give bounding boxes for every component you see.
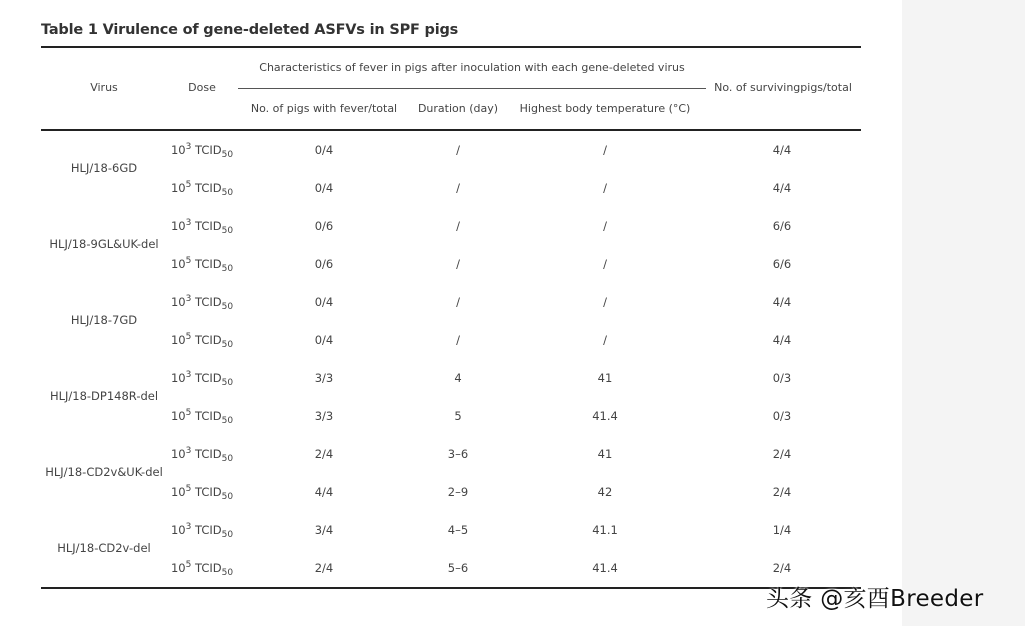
- dose-unit: TCID: [194, 447, 222, 461]
- cell-highest-temp: /: [603, 219, 607, 233]
- dose-unit-subscript: 50: [221, 340, 234, 350]
- cell-dose: [170, 446, 234, 464]
- dose-unit: TCID: [194, 219, 222, 233]
- cell-fever-count: 3/4: [314, 523, 334, 537]
- bottom-rule: [41, 587, 861, 589]
- dose-base: 10: [170, 295, 186, 309]
- cell-surviving: 1/4: [772, 523, 792, 537]
- cell-surviving: 2/4: [772, 447, 792, 461]
- dose-unit: TCID: [194, 295, 222, 309]
- dose-base: 10: [170, 523, 186, 537]
- dose-base: 10: [170, 333, 186, 347]
- cell-highest-temp: /: [603, 333, 607, 347]
- cell-dose: [170, 560, 234, 578]
- dose-unit-subscript: 50: [221, 378, 234, 388]
- cell-surviving: 6/6: [772, 257, 792, 271]
- cell-highest-temp: 41.4: [592, 561, 618, 575]
- cell-surviving: 4/4: [772, 295, 792, 309]
- cell-dose: [170, 522, 234, 540]
- header-virus: Virus: [90, 81, 118, 94]
- cell-surviving: 4/4: [772, 143, 792, 157]
- dose-base: 10: [170, 561, 186, 575]
- dose-unit-subscript: 50: [221, 264, 234, 274]
- dose-base: 10: [170, 371, 186, 385]
- dose-unit: TCID: [194, 561, 222, 575]
- dose-unit-subscript: 50: [221, 454, 234, 464]
- cell-fever-count: 3/3: [314, 409, 334, 423]
- cell-highest-temp: /: [603, 257, 607, 271]
- cell-highest-temp: 42: [597, 485, 613, 499]
- cell-duration: 4–5: [447, 523, 469, 537]
- dose-unit-subscript: 50: [221, 568, 234, 578]
- cell-virus-name: HLJ/18-CD2v-del: [57, 541, 151, 555]
- side-panel: [902, 0, 1025, 626]
- cell-duration: 3–6: [447, 447, 469, 461]
- dose-base: 10: [170, 143, 186, 157]
- cell-fever-count: 2/4: [314, 447, 334, 461]
- dose-unit: TCID: [194, 333, 222, 347]
- cell-dose: [170, 332, 234, 350]
- dose-exponent: 3: [185, 370, 192, 380]
- header-fever-group: Characteristics of fever in pigs after inoculation with each gene-deleted virus: [259, 61, 685, 74]
- cell-duration: 5–6: [447, 561, 469, 575]
- cell-surviving: 0/3: [772, 409, 792, 423]
- cell-highest-temp: /: [603, 295, 607, 309]
- dose-unit-subscript: 50: [221, 530, 234, 540]
- cell-surviving: 6/6: [772, 219, 792, 233]
- dose-unit-subscript: 50: [221, 188, 234, 198]
- cell-surviving: 4/4: [772, 181, 792, 195]
- dose-base: 10: [170, 485, 186, 499]
- cell-duration: /: [456, 333, 460, 347]
- cell-duration: /: [456, 257, 460, 271]
- dose-exponent: 5: [185, 180, 192, 190]
- cell-surviving: 4/4: [772, 333, 792, 347]
- cell-virus-name: HLJ/18-7GD: [70, 313, 138, 327]
- top-rule: [41, 46, 861, 48]
- dose-exponent: 5: [185, 256, 192, 266]
- dose-unit: TCID: [194, 371, 222, 385]
- dose-exponent: 3: [185, 294, 192, 304]
- watermark-text: 头条 @亥酉Breeder: [766, 586, 984, 612]
- header-rule: [41, 129, 861, 131]
- cell-highest-temp: /: [603, 181, 607, 195]
- dose-base: 10: [170, 181, 186, 195]
- cell-virus-name: HLJ/18-6GD: [70, 161, 138, 175]
- header-dose: Dose: [188, 81, 216, 94]
- cell-dose: [170, 484, 234, 502]
- cell-highest-temp: 41: [597, 371, 613, 385]
- cell-duration: 4: [454, 371, 462, 385]
- cell-highest-temp: 41.1: [592, 523, 618, 537]
- dose-unit-subscript: 50: [221, 416, 234, 426]
- cell-fever-count: 0/4: [314, 333, 334, 347]
- cell-virus-name: HLJ/18-CD2v&UK-del: [45, 465, 163, 479]
- dose-base: 10: [170, 219, 186, 233]
- dose-unit: TCID: [194, 523, 222, 537]
- dose-exponent: 3: [185, 142, 192, 152]
- dose-unit-subscript: 50: [221, 150, 234, 160]
- cell-fever-count: 0/6: [314, 219, 334, 233]
- dose-unit: TCID: [194, 143, 222, 157]
- group-header-rule: [238, 88, 706, 89]
- cell-highest-temp: 41: [597, 447, 613, 461]
- cell-fever-count: 0/4: [314, 143, 334, 157]
- cell-dose: [170, 142, 234, 160]
- dose-base: 10: [170, 257, 186, 271]
- cell-dose: [170, 408, 234, 426]
- cell-fever-count: 0/4: [314, 295, 334, 309]
- cell-duration: 5: [454, 409, 462, 423]
- header-highest-temp: Highest body temperature (°C): [519, 102, 691, 115]
- dose-unit-subscript: 50: [221, 492, 234, 502]
- cell-duration: /: [456, 181, 460, 195]
- dose-exponent: 3: [185, 522, 192, 532]
- cell-highest-temp: /: [603, 143, 607, 157]
- cell-fever-count: 2/4: [314, 561, 334, 575]
- cell-duration: /: [456, 143, 460, 157]
- dose-unit-subscript: 50: [221, 302, 234, 312]
- table-title: Table 1 Virulence of gene-deleted ASFVs in SPF pigs: [41, 22, 459, 38]
- dose-unit: TCID: [194, 409, 222, 423]
- header-surviving: No. of survivingpigs/total: [714, 81, 852, 94]
- cell-fever-count: 4/4: [314, 485, 334, 499]
- cell-virus-name: HLJ/18-DP148R-del: [49, 389, 159, 403]
- dose-unit: TCID: [194, 485, 222, 499]
- cell-fever-count: 0/4: [314, 181, 334, 195]
- header-fever-count: No. of pigs with fever/total: [250, 102, 398, 115]
- cell-fever-count: 3/3: [314, 371, 334, 385]
- dose-unit: TCID: [194, 181, 222, 195]
- cell-dose: [170, 370, 234, 388]
- dose-exponent: 5: [185, 332, 192, 342]
- cell-dose: [170, 180, 234, 198]
- dose-exponent: 3: [185, 218, 192, 228]
- cell-duration: 2–9: [447, 485, 469, 499]
- dose-exponent: 3: [185, 446, 192, 456]
- dose-exponent: 5: [185, 484, 192, 494]
- cell-dose: [170, 256, 234, 274]
- cell-dose: [170, 294, 234, 312]
- header-duration: Duration (day): [417, 102, 499, 115]
- dose-base: 10: [170, 409, 186, 423]
- dose-unit-subscript: 50: [221, 226, 234, 236]
- cell-dose: [170, 218, 234, 236]
- cell-surviving: 2/4: [772, 561, 792, 575]
- dose-exponent: 5: [185, 560, 192, 570]
- cell-highest-temp: 41.4: [592, 409, 618, 423]
- dose-base: 10: [170, 447, 186, 461]
- cell-duration: /: [456, 295, 460, 309]
- cell-duration: /: [456, 219, 460, 233]
- cell-fever-count: 0/6: [314, 257, 334, 271]
- cell-virus-name: HLJ/18-9GL&UK-del: [49, 237, 159, 251]
- dose-unit: TCID: [194, 257, 222, 271]
- dose-exponent: 5: [185, 408, 192, 418]
- cell-surviving: 0/3: [772, 371, 792, 385]
- cell-surviving: 2/4: [772, 485, 792, 499]
